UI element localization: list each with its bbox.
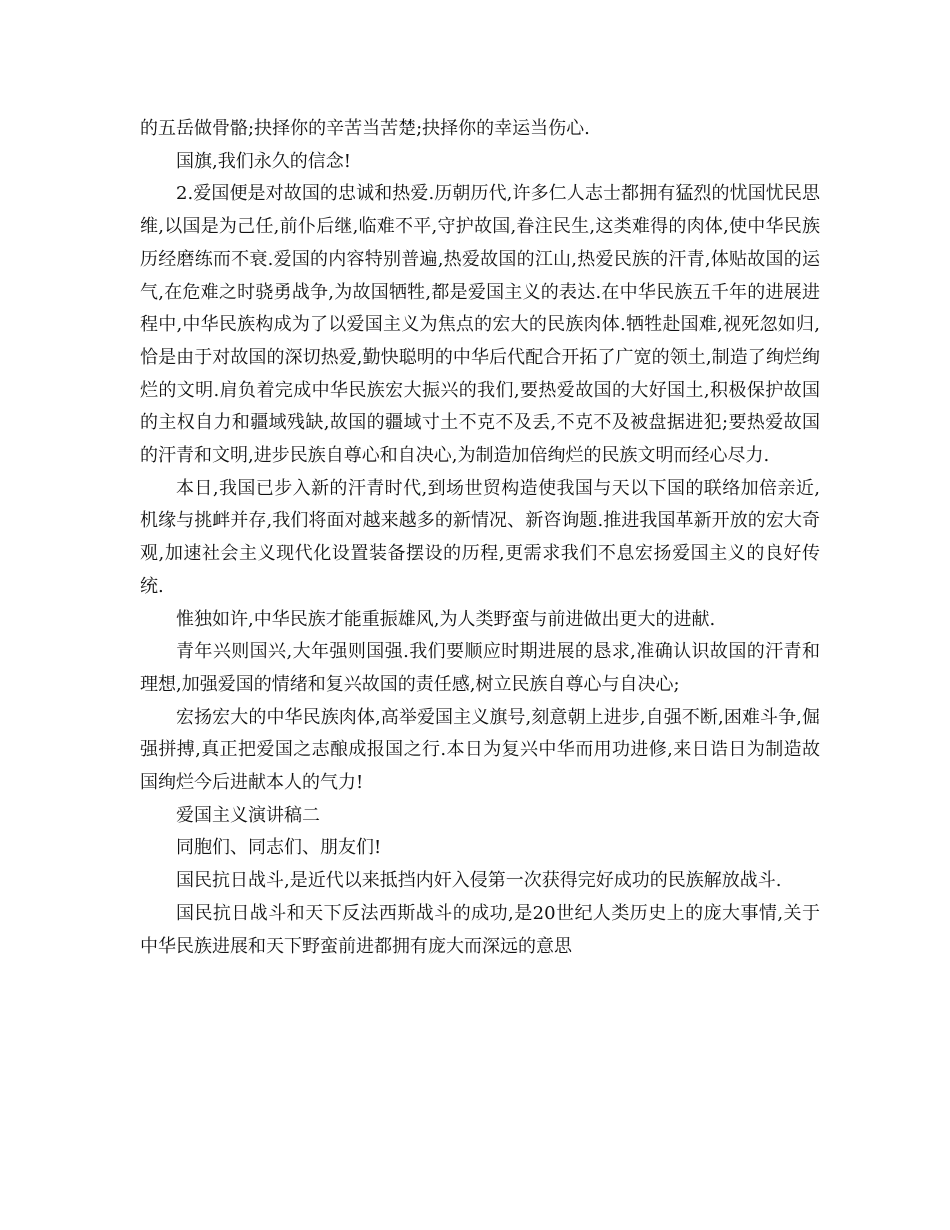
paragraph-8: 同胞们、同志们、朋友们! — [176, 837, 382, 859]
paragraph-9: 国民抗日战斗,是近代以来抵挡内奸入侵第一次获得完好成功的民族解放战斗. — [176, 870, 782, 892]
paragraph-0: 的五岳做骨骼;抉择你的辛苦当苦楚;抉择你的幸运当伤心. — [140, 118, 590, 139]
paragraph-6: 宏扬宏大的中华民族肉体,高举爱国主义旗号,刻意朝上进步,自强不断,困难斗争,倔强拼搏,真正把爱国之志酿成报国之行.本日为复兴中华而用功进修,来日诰日为制造故国绚烂今后进献本人的气力! — [140, 706, 820, 794]
section-heading: 爱国主义演讲稿二 — [176, 804, 320, 826]
paragraph-2: 2.爱国便是对故国的忠诚和热爱.历朝历代,许多仁人志士都拥有猛烈的忧国忧民思维,以国是为己任,前仆后继,临难不平,守护故国,眷注民生,这类难得的肉体,使中华民族历经磨练而不衰.爱国的内容特别普遍,热爱故国的江山,热爱民族的汗青,体贴故国的运气,在危难之时骁勇战争,为故国牺牲,都是爱国主义的表达.在中华民族五千年的进展进程中,中华民族构成为了以爱国主义为焦点的宏大的民族肉体.牺牲赴国难,视死忽如归,恰是由于对故国的深切热爱,勤快聪明的中华后代配合开拓了广宽的领土,制造了绚烂绚烂的文明.肩负着完成中华民族宏大振兴的我们,要热爱故国的大好国土,积极保护故国的主权自力和疆域残缺,故国的疆域寸土不克不及丢,不克不及被盘据进犯;要热爱故国的汗青和文明,进步民族自尊心和自决心,为制造加倍绚烂的民族文明而经心尽力. — [140, 183, 820, 467]
paragraph-1: 国旗,我们永久的信念! — [176, 150, 351, 172]
paragraph-3: 本日,我国已步入新的汗青时代,到场世贸构造使我国与天以下国的联络加倍亲近,机缘与挑衅并存,我们将面对越来越多的新情况、新咨询题.推进我国革新开放的宏大奇观,加速社会主义现代化设置装备摆设的历程,更需求我们不息宏扬爱国主义的良好传统. — [140, 477, 820, 597]
paragraph-5: 青年兴则国兴,大年强则国强.我们要顺应时期进展的恳求,准确认识故国的汗青和理想,加强爱国的情绪和复兴故国的责任感,树立民族自尊心与自决心; — [140, 641, 820, 695]
document-body — [140, 113, 820, 963]
paragraph-4: 惟独如许,中华民族才能重振雄风,为人类野蛮与前进做出更大的进献. — [176, 608, 716, 630]
paragraph-10: 国民抗日战斗和天下反法西斯战斗的成功,是20世纪人类历史上的庞大事情,关于中华民族进展和天下野蛮前进都拥有庞大而深远的意思 — [140, 902, 820, 957]
